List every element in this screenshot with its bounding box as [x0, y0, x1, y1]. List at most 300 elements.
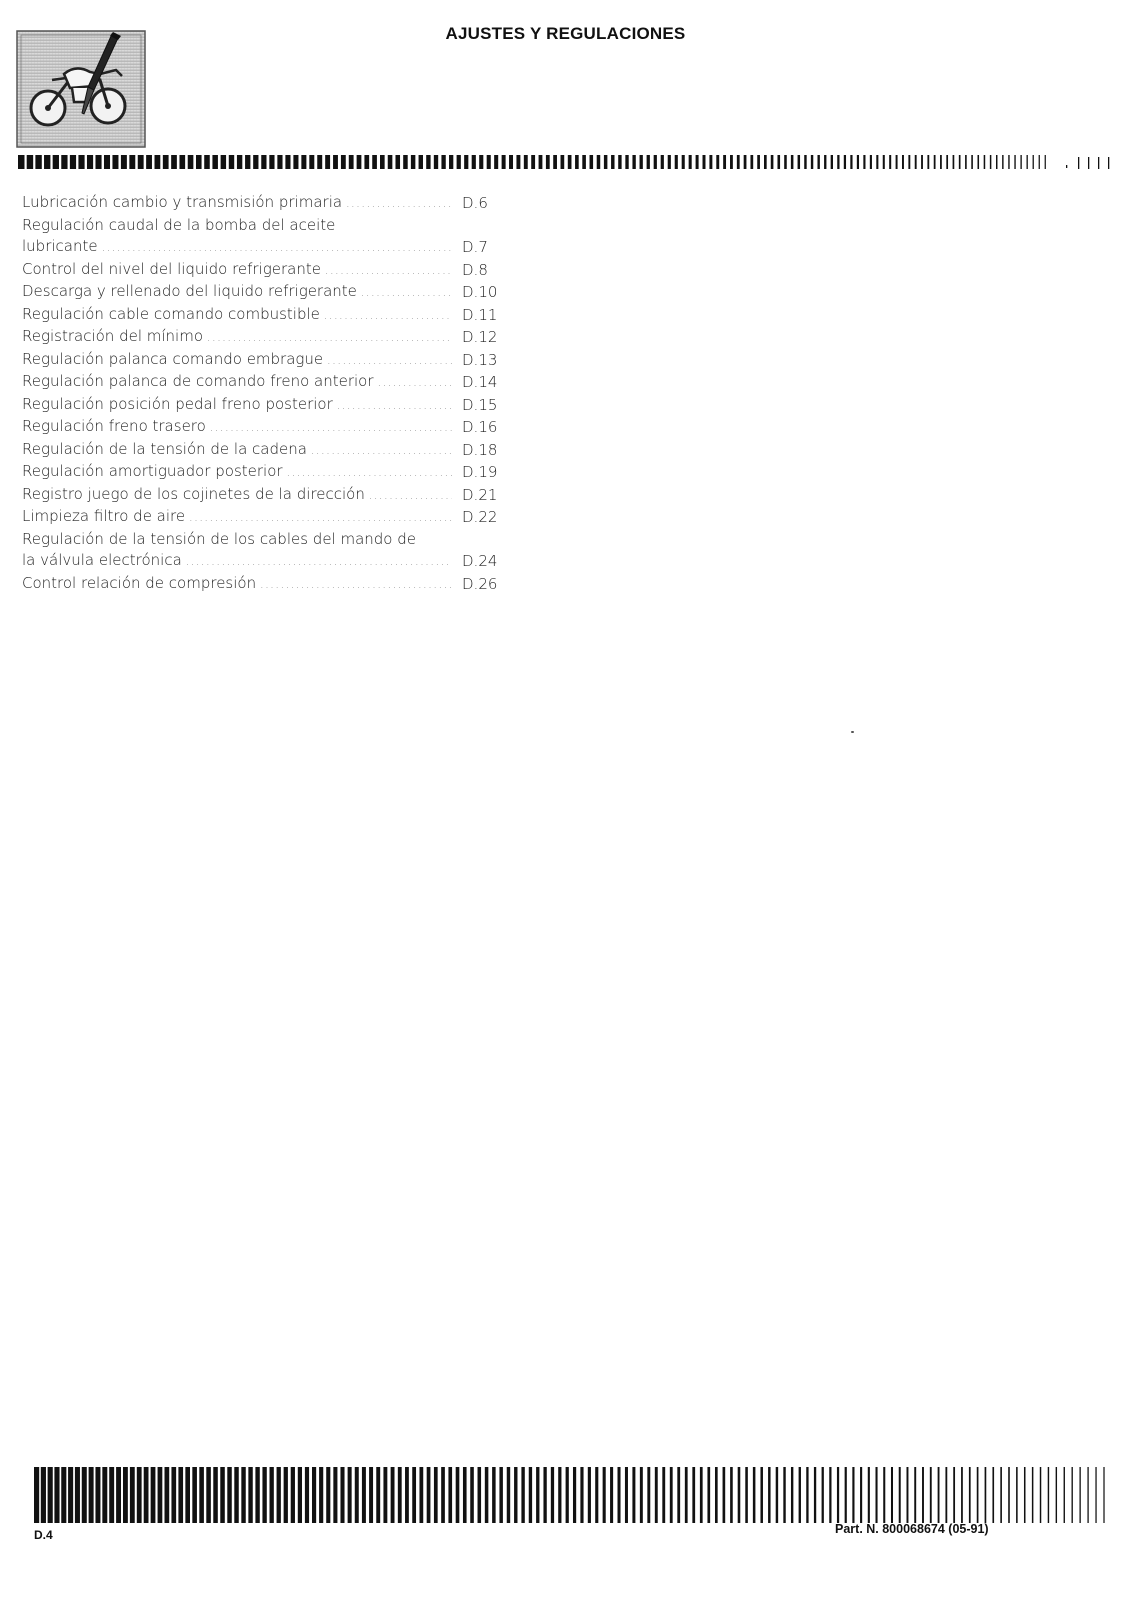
- bar-segment: [87, 155, 93, 169]
- toc-leader-dots: [320, 305, 452, 327]
- bar-segment: [499, 1467, 502, 1523]
- toc-entry-page: D.19: [462, 463, 498, 481]
- toc-entry: [22, 484, 502, 507]
- bar-segment: [750, 155, 753, 169]
- bar-segment: [945, 1467, 947, 1523]
- toc-leader-dots: [323, 350, 452, 372]
- bar-segment: [580, 1467, 583, 1523]
- toc-entry-page: D.15: [462, 395, 498, 414]
- bar-segment: [419, 155, 423, 169]
- toc-entry: [22, 506, 502, 529]
- bar-segment: [868, 1467, 870, 1523]
- bar-segment: [875, 1467, 877, 1523]
- bar-segment: [531, 155, 535, 169]
- bar-segment: [977, 1467, 979, 1523]
- bar-segment: [685, 1467, 688, 1523]
- bar-segment: [806, 1467, 808, 1523]
- bar-segment: [798, 155, 800, 169]
- bar-segment: [372, 155, 377, 169]
- bar-segment: [654, 155, 657, 169]
- toc-leader-dots: [256, 574, 452, 596]
- bar-segment: [985, 1467, 987, 1523]
- bar-segment: [262, 1467, 266, 1523]
- bar-segment: [668, 155, 671, 169]
- bar-segment: [707, 1467, 710, 1523]
- bar-segment: [487, 155, 491, 169]
- toc-entry: [22, 529, 502, 573]
- bar-segment: [27, 155, 33, 169]
- bar-segment: [376, 1467, 380, 1523]
- bar-segment: [95, 1467, 100, 1523]
- toc-entry-page: D.11: [462, 305, 498, 324]
- bar-segment: [934, 155, 936, 169]
- toc-entry-title: Regulación de la tensión de la cadena: [22, 439, 307, 458]
- bar-segment: [618, 1467, 621, 1523]
- bar-segment: [75, 1467, 80, 1523]
- bar-segment: [870, 155, 872, 169]
- bar-segment: [824, 155, 826, 169]
- toc-entry: [22, 573, 502, 596]
- bar-segment: [771, 155, 774, 169]
- toc-entry-page: D.12: [462, 328, 498, 346]
- toc-entry-title: Control del nivel del liquido refrigerante: [22, 259, 321, 278]
- bar-segment: [478, 1467, 482, 1523]
- toc-entry-page: D.13: [462, 350, 498, 369]
- bar-segment: [212, 155, 218, 169]
- bar-segment: [1045, 155, 1046, 169]
- toc-entry-page: D.6: [462, 194, 488, 212]
- bar-segment: [700, 1467, 703, 1523]
- toc-entry: [22, 416, 502, 439]
- bar-segment: [516, 155, 520, 169]
- bar-segment: [388, 155, 393, 169]
- bar-segment: [470, 1467, 474, 1523]
- bar-segment: [992, 1467, 994, 1523]
- bar-segment: [411, 155, 415, 169]
- toc-entry-title: Registración del mínimo: [22, 327, 203, 345]
- toc-entry-title: Regulación de la tensión de los cables del mando de: [22, 529, 417, 548]
- toc-leader-dots: [307, 440, 452, 462]
- bar-segment: [689, 155, 692, 169]
- bar-segment: [305, 1467, 309, 1523]
- bar-segment: [971, 155, 973, 169]
- bar-segment: [35, 155, 41, 169]
- bar-segment: [206, 1467, 211, 1523]
- toc-entry-page: D.18: [462, 440, 498, 459]
- bar-segment: [618, 155, 621, 169]
- bar-segment: [682, 155, 685, 169]
- bar-segment: [896, 155, 898, 169]
- bar-segment: [915, 155, 917, 169]
- bar-segment: [632, 155, 635, 169]
- bar-segment: [464, 155, 468, 169]
- toc-entry-title: Control relación de compresión: [22, 573, 257, 592]
- decorative-bar-top: [18, 155, 1113, 169]
- toc-entry: [22, 439, 502, 462]
- bar-segment: [355, 1467, 359, 1523]
- bar-segment: [899, 1467, 901, 1523]
- bar-segment: [760, 1467, 763, 1523]
- bar-segment: [102, 1467, 107, 1523]
- bar-segment: [171, 155, 177, 169]
- bar-segment: [449, 155, 453, 169]
- bar-segment: [551, 1467, 554, 1523]
- bar-segment: [783, 1467, 785, 1523]
- bar-segment: [61, 1467, 66, 1523]
- bar-segment: [419, 1467, 423, 1523]
- toc-entry-title: la válvula electrónica: [22, 551, 182, 569]
- bar-segment: [661, 155, 664, 169]
- bar-segment: [863, 155, 865, 169]
- bar-segment: [237, 155, 242, 169]
- bar-segment: [158, 1467, 163, 1523]
- bar-segment: [285, 155, 290, 169]
- bar-segment: [764, 155, 767, 169]
- bar-segment: [662, 1467, 665, 1523]
- bar-segment: [536, 1467, 539, 1523]
- bar-segment: [178, 1467, 183, 1523]
- bar-segment: [1108, 157, 1109, 169]
- bar-segment: [575, 155, 579, 169]
- bar-segment: [507, 1467, 510, 1523]
- bar-segment: [625, 155, 628, 169]
- bar-segment: [248, 1467, 252, 1523]
- toc-entry: [22, 192, 502, 215]
- bar-segment: [1048, 1467, 1049, 1523]
- bar-segment: [573, 1467, 576, 1523]
- bar-segment: [625, 1467, 628, 1523]
- bar-segment: [791, 1467, 793, 1523]
- bar-segment: [199, 1467, 204, 1523]
- toc-leader-dots: [182, 551, 452, 573]
- bar-segment: [155, 155, 161, 169]
- bar-segment: [426, 155, 430, 169]
- bar-segment: [850, 155, 852, 169]
- toc-entry: [22, 259, 502, 282]
- toc-entry-page: D.16: [462, 418, 498, 436]
- bar-segment: [930, 1467, 932, 1523]
- bar-segment: [860, 1467, 862, 1523]
- bar-segment: [845, 1467, 847, 1523]
- bar-segment: [946, 155, 948, 169]
- bar-segment: [521, 1467, 524, 1523]
- bar-segment: [151, 1467, 156, 1523]
- bar-segment: [603, 1467, 606, 1523]
- bar-segment: [610, 1467, 613, 1523]
- bar-segment: [441, 1467, 445, 1523]
- bar-segment: [692, 1467, 695, 1523]
- toc-entry-page: D.24: [462, 552, 498, 570]
- bar-segment: [529, 1467, 532, 1523]
- bar-segment: [463, 1467, 467, 1523]
- bar-segment: [647, 155, 650, 169]
- toc-entry-page: D.14: [462, 373, 498, 391]
- bar-segment: [123, 1467, 128, 1523]
- bar-segment: [472, 155, 476, 169]
- bar-segment: [799, 1467, 801, 1523]
- bar-segment: [730, 1467, 733, 1523]
- bar-segment: [822, 1467, 824, 1523]
- toc-leader-dots: [321, 260, 452, 282]
- bar-segment: [412, 1467, 416, 1523]
- bar-segment: [902, 155, 904, 169]
- bar-segment: [241, 1467, 245, 1523]
- bar-segment: [1072, 1467, 1073, 1523]
- bar-segment: [53, 155, 59, 169]
- bar-segment: [70, 155, 76, 169]
- bar-segment: [889, 155, 891, 169]
- bar-segment: [138, 155, 144, 169]
- bar-segment: [54, 1467, 59, 1523]
- bar-segment: [891, 1467, 893, 1523]
- bar-segment: [277, 1467, 281, 1523]
- toc-entry-title: Regulación posición pedal freno posterior: [22, 394, 333, 413]
- bar-segment: [220, 1467, 225, 1523]
- bar-segment: [380, 155, 385, 169]
- bar-segment: [757, 155, 760, 169]
- bar-segment: [398, 1467, 402, 1523]
- toc-entry: [22, 326, 502, 349]
- toc-entry: [22, 281, 502, 304]
- bar-segment: [284, 1467, 288, 1523]
- bar-segment: [204, 155, 210, 169]
- bar-segment: [582, 155, 586, 169]
- toc-entry-title: Registro juego de los cojinetes de la dirección: [22, 484, 365, 503]
- bar-segment: [883, 1467, 885, 1523]
- bar-segment: [640, 155, 643, 169]
- scan-speck: [851, 731, 854, 733]
- bar-segment: [341, 155, 346, 169]
- bar-segment: [340, 1467, 344, 1523]
- bar-segment: [18, 155, 25, 169]
- bar-segment: [776, 1467, 778, 1523]
- bar-segment: [34, 1467, 39, 1523]
- bar-segment: [753, 1467, 756, 1523]
- bar-segment: [777, 155, 780, 169]
- bar-segment: [333, 1467, 337, 1523]
- bar-segment: [82, 1467, 87, 1523]
- bar-segment: [253, 155, 258, 169]
- bar-segment: [723, 1467, 726, 1523]
- bar-segment: [844, 155, 846, 169]
- bar-segment: [990, 155, 992, 169]
- bar-segment: [604, 155, 607, 169]
- bar-segment: [1002, 155, 1003, 169]
- toc-entry-page: D.10: [462, 283, 498, 301]
- bar-segment: [309, 155, 314, 169]
- bar-segment: [640, 1467, 643, 1523]
- toc-entry-title: Regulación palanca de comando freno anterior: [22, 372, 374, 390]
- bar-segment: [632, 1467, 635, 1523]
- bar-segment: [1008, 1467, 1010, 1523]
- toc-entry-title: Descarga y rellenado del liquido refrigerante: [22, 282, 357, 300]
- toc-entry-title: Lubricación cambio y transmisión primaria: [22, 193, 343, 211]
- bar-segment: [817, 155, 819, 169]
- bar-segment: [325, 155, 330, 169]
- toc-entry-title: Regulación cable comando combustible: [22, 304, 320, 323]
- bar-segment: [814, 1467, 816, 1523]
- bar-segment: [655, 1467, 658, 1523]
- toc-entry-title: Regulación amortiguador posterior: [22, 462, 283, 480]
- bar-segment: [441, 155, 445, 169]
- bar-segment: [611, 155, 614, 169]
- bar-segment: [121, 155, 127, 169]
- bar-segment: [68, 1467, 73, 1523]
- bar-segment: [1066, 165, 1067, 168]
- toc-leader-dots: [283, 462, 452, 484]
- bar-segment: [1014, 155, 1015, 169]
- toc-leader-dots: [206, 417, 452, 439]
- bar-segment: [383, 1467, 387, 1523]
- bar-segment: [1024, 1467, 1026, 1523]
- bar-segment: [163, 155, 169, 169]
- bar-segment: [109, 1467, 114, 1523]
- bar-segment: [940, 155, 942, 169]
- bar-segment: [112, 155, 118, 169]
- bar-segment: [715, 1467, 718, 1523]
- bar-segment: [961, 1467, 963, 1523]
- bar-segment: [996, 155, 997, 169]
- bar-segment: [44, 155, 50, 169]
- toc-entry: [22, 461, 502, 484]
- bar-segment: [908, 155, 910, 169]
- bar-segment: [492, 1467, 496, 1523]
- bar-segment: [696, 155, 699, 169]
- motorcycle-wrench-icon: [16, 30, 146, 148]
- bar-segment: [716, 155, 719, 169]
- bar-segment: [196, 155, 202, 169]
- bar-segment: [768, 1467, 770, 1523]
- bar-segment: [357, 155, 362, 169]
- bar-segment: [456, 1467, 460, 1523]
- bar-segment: [597, 155, 601, 169]
- bar-segment: [78, 155, 84, 169]
- bar-segment: [137, 1467, 142, 1523]
- bar-segment: [270, 1467, 274, 1523]
- bar-segment: [129, 155, 135, 169]
- toc-entry: [22, 394, 502, 417]
- bar-segment: [192, 1467, 197, 1523]
- bar-segment: [146, 155, 152, 169]
- bar-segment: [914, 1467, 916, 1523]
- bar-segment: [326, 1467, 330, 1523]
- toc-entry-title: Regulación caudal de la bomba del aceite: [22, 215, 336, 234]
- bar-segment: [543, 1467, 546, 1523]
- bar-segment: [588, 1467, 591, 1523]
- bar-segment: [1078, 157, 1079, 169]
- bar-segment: [317, 155, 322, 169]
- bar-segment: [457, 155, 461, 169]
- bar-segment: [1079, 1467, 1080, 1523]
- bar-segment: [293, 155, 298, 169]
- bar-segment: [144, 1467, 149, 1523]
- bar-segment: [1040, 1467, 1041, 1523]
- bar-segment: [255, 1467, 259, 1523]
- bar-segment: [291, 1467, 295, 1523]
- toc-leader-dots: [203, 327, 452, 349]
- bar-segment: [391, 1467, 395, 1523]
- bar-segment: [1000, 1467, 1002, 1523]
- bar-segment: [427, 1467, 431, 1523]
- bar-segment: [502, 155, 506, 169]
- part-number: Part. N. 800068674 (05-91): [835, 1522, 989, 1536]
- bar-segment: [405, 1467, 409, 1523]
- bar-segment: [811, 155, 813, 169]
- bar-segment: [479, 155, 483, 169]
- bar-segment: [362, 1467, 366, 1523]
- bar-segment: [561, 155, 565, 169]
- bar-segment: [509, 155, 513, 169]
- bar-segment: [434, 1467, 438, 1523]
- toc-entry: [22, 304, 502, 327]
- bar-segment: [744, 155, 747, 169]
- bar-segment: [595, 1467, 598, 1523]
- bar-segment: [48, 1467, 53, 1523]
- bar-segment: [185, 1467, 190, 1523]
- bar-segment: [333, 155, 338, 169]
- toc-leader-dots: [357, 282, 452, 304]
- bar-segment: [837, 155, 839, 169]
- bar-segment: [1103, 1467, 1104, 1523]
- table-of-contents: [22, 192, 502, 595]
- bar-segment: [269, 155, 274, 169]
- toc-leader-dots: [374, 372, 452, 394]
- bar-segment: [312, 1467, 316, 1523]
- bar-segment: [883, 155, 885, 169]
- bar-segment: [804, 155, 806, 169]
- decorative-bar-bottom: [34, 1467, 1112, 1523]
- toc-leader-dots: [98, 237, 452, 259]
- bar-segment: [116, 1467, 121, 1523]
- bar-segment: [448, 1467, 452, 1523]
- bar-segment: [1056, 1467, 1057, 1523]
- toc-entry: [22, 349, 502, 372]
- bar-segment: [1008, 155, 1009, 169]
- bar-segment: [298, 1467, 302, 1523]
- bar-segment: [229, 155, 234, 169]
- bar-segment: [852, 1467, 854, 1523]
- bar-segment: [1020, 155, 1021, 169]
- bar-segment: [364, 155, 369, 169]
- page-number: D.4: [34, 1528, 53, 1542]
- bar-segment: [730, 155, 733, 169]
- bar-segment: [922, 1467, 924, 1523]
- toc-leader-dots: [365, 485, 452, 507]
- page-title: AJUSTES Y REGULACIONES: [445, 24, 686, 43]
- bar-segment: [546, 155, 550, 169]
- bar-segment: [857, 155, 859, 169]
- bar-segment: [130, 1467, 135, 1523]
- toc-entry-title: Limpieza filtro de aire: [22, 507, 186, 525]
- bar-segment: [485, 1467, 489, 1523]
- bar-segment: [965, 155, 967, 169]
- bar-segment: [403, 155, 408, 169]
- bar-segment: [670, 1467, 673, 1523]
- bar-segment: [953, 155, 955, 169]
- bar-segment: [921, 155, 923, 169]
- bar-segment: [1095, 1467, 1096, 1523]
- toc-entry-page: D.8: [462, 260, 488, 279]
- bar-segment: [566, 1467, 569, 1523]
- bar-segment: [95, 155, 101, 169]
- bar-segment: [829, 1467, 831, 1523]
- bar-segment: [553, 155, 557, 169]
- toc-leader-dots: [185, 507, 452, 529]
- toc-entry-title: lubricante: [22, 237, 98, 255]
- bar-segment: [791, 155, 794, 169]
- bar-segment: [1064, 1467, 1065, 1523]
- bar-segment: [261, 155, 266, 169]
